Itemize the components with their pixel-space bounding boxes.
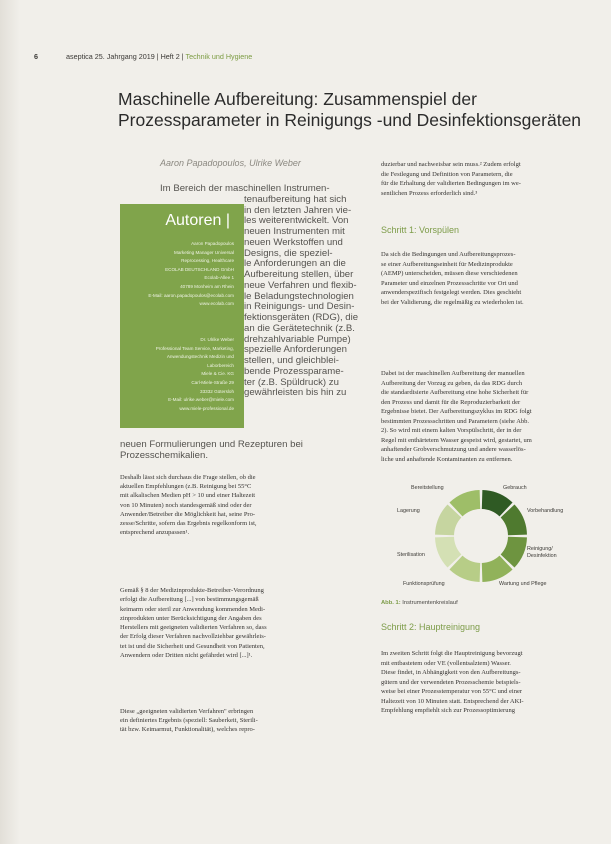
figure-caption-prefix: Abb. 1: xyxy=(381,600,401,606)
lead-line: fektionsgeräten (RDG), die xyxy=(244,312,359,323)
body-line: Im zweiten Schritt folgt die Hauptreinigung bevorzugt xyxy=(381,650,523,657)
body-line: Deshalb lässt sich durchaus die Frage stellen, ob die xyxy=(120,474,256,481)
body-line: Diese findet, in Abhängigkeit von den Aufbereitungs- xyxy=(381,669,521,676)
author-1-website: www.ecolab.com xyxy=(199,301,234,307)
author-1-line: ECOLAB DEUTSCHLAND GmbH xyxy=(165,266,234,272)
author-2-line: Carl-Miele-Straße 29 xyxy=(191,379,234,385)
page-edge-shadow xyxy=(0,0,20,844)
lead-line: Aufbereitung stellen, über xyxy=(244,269,354,280)
running-header xyxy=(34,52,252,61)
body-line: bestimmten Prozessschritten und Parametern (siehe Abb. xyxy=(381,418,530,425)
lead-line: an die Gerätetechnik (z.B. xyxy=(244,323,355,334)
author-2-line: 33332 Gütersloh xyxy=(200,388,234,394)
body-line: 2). So wird mit einem kalten Vorspülschritt, der in der xyxy=(381,427,522,434)
lead-line: Prozesschemikalien. xyxy=(120,450,208,461)
article-title xyxy=(118,89,588,131)
body-line: keimarm oder steril zur Anwendung kommenden Medi- xyxy=(120,606,266,613)
lead-line: gewährleisten bis hin zu xyxy=(244,387,347,398)
body-line: Gemäß § 8 der Medizinprodukte-Betreiber-Verordnung xyxy=(120,587,264,594)
body-line: mit entbastetem oder VE (vollentsalztem) Wasser. xyxy=(381,660,511,667)
instrument-cycle-figure xyxy=(381,480,581,592)
body-line: Anwendern oder Dritten nicht gefährdet wird [...]¹. xyxy=(120,652,253,659)
body-line: se einer Aufbereitungseinheit für Medizinprodukte xyxy=(381,261,513,268)
body-line: zinprodukten unter Berücksichtigung der Angaben des xyxy=(120,615,262,622)
label-gebrauch: Gebrauch xyxy=(503,485,527,491)
author-1-line: Ecolab-Allee 1 xyxy=(204,275,234,281)
author-2-details xyxy=(122,336,234,413)
body-line: gütern und der verwendeten Prozesschemie beispiels- xyxy=(381,679,521,686)
author-1-line: Marketing Manager Universal xyxy=(174,249,234,255)
body-line: erfolgt die Aufbereitung [...] von bestimmungsgemäß xyxy=(120,596,259,603)
title-line-1: Maschinelle Aufbereitung: Zusammenspiel der xyxy=(118,89,477,109)
body-line: (AEMP) unterscheiden, müssen diese verschiedenen xyxy=(381,270,518,277)
step-1-heading: Schritt 1: Vorspülen xyxy=(381,225,460,235)
step-2-heading: Schritt 2: Hauptreinigung xyxy=(381,622,481,632)
journal-info: aseptica 25. Jahrgang 2019 | Heft 2 | xyxy=(66,52,184,61)
label-vorbehandlung: Vorbehandlung xyxy=(527,508,564,514)
body-line: die standardisierte Aufbereitung eine hohe Sicherheit für xyxy=(381,389,529,396)
page-number: 6 xyxy=(34,52,38,61)
lead-line: ter (z.B. Spüldruck) zu xyxy=(244,377,339,388)
body-line: zesse/Schritte, sofern das Ergebnis regelkonform ist, xyxy=(120,520,257,527)
body-line: Aufbereitung der Vorzug zu geben, da das RDG durch xyxy=(381,380,523,387)
lead-line: le Beladungstechnologien xyxy=(244,291,354,302)
author-2-line: Laborbereich xyxy=(207,362,234,368)
lead-line: neue Verfahren und flexib- xyxy=(244,280,357,291)
lead-line: in Reinigungs- und Desin- xyxy=(244,301,355,312)
lead-line: neuen Werkstoffen und xyxy=(244,237,343,248)
body-line: Parameter und einzelnen Prozessschritte vor Ort und xyxy=(381,280,518,287)
author-1-details xyxy=(122,240,234,309)
lead-line: spezielle Anforderungen xyxy=(244,344,347,355)
section-name: Technik und Hygiene xyxy=(185,52,253,61)
author-2-line: Miele & Cie. KG xyxy=(201,371,234,377)
body-line: entsprechend anzupassen¹. xyxy=(120,529,190,536)
article-authors: Aaron Papadopoulos, Ulrike Weber xyxy=(160,158,301,168)
author-1-line: Reprocessing, Healthcare xyxy=(181,258,234,264)
body-line: den Prozess und damit für die Reproduzierbarkeit der xyxy=(381,399,521,406)
body-line: Anwender/Betreiber die Möglichkeit hat, seine Pro- xyxy=(120,511,256,518)
body-line: liche und anhaftende Kontaminanten zu entfernen. xyxy=(381,456,513,463)
lead-line: neuen Instrumenten mit xyxy=(244,226,345,237)
lead-line: tenaufbereitung hat sich xyxy=(244,194,347,205)
body-line: Dabei ist der maschinellen Aufbereitung der manuellen xyxy=(381,370,525,377)
body-line: für die Erhaltung der validierten Bedingungen im we- xyxy=(381,180,521,187)
body-line: duzierbar und nachweisbar sein muss.² Zudem erfolgt xyxy=(381,161,521,168)
body-line: Diese „geeigneten validierten Verfahren" erbringen xyxy=(120,708,254,715)
body-line: der Erfolg dieser Verfahren nachvollziehbar gewährleis- xyxy=(120,633,266,640)
label-wartung-pflege: Wartung und Pflege xyxy=(499,581,547,587)
label-sterilisation: Sterilisation xyxy=(397,552,425,558)
label-funktionspruefung: Funktionsprüfung xyxy=(403,581,445,587)
figure-caption xyxy=(381,600,458,606)
lead-line: neuen Formulierungen und Rezepturen bei xyxy=(120,439,303,450)
body-line: mit alkalischen Medien pH > 10 und einer Haltezeit xyxy=(120,492,256,499)
title-line-2: Prozessparameter in Reinigungs -und Desinfektionsgeräten xyxy=(118,110,582,130)
body-line: Da sich die Bedingungen und Aufbereitungsprozes- xyxy=(381,251,516,258)
lead-line: Designs, die speziel- xyxy=(244,248,333,259)
lead-line: bende Prozessparame- xyxy=(244,366,344,377)
lead-line: le Anforderungen an die xyxy=(244,258,346,269)
body-line: bei der Validierung, die regelmäßig zu wiederholen ist. xyxy=(381,299,524,306)
body-line: Haltezeit von 10 Minuten statt. Entsprechend der AKI- xyxy=(381,698,524,705)
body-line: die Festlegung und Definition von Parametern, die xyxy=(381,171,513,178)
lead-line: Im Bereich der maschinellen Instrumen- xyxy=(160,183,330,194)
author-1-line: 40789 Monheim am Rhein xyxy=(180,283,234,289)
ring-center xyxy=(456,511,506,561)
author-2-line: Anwendungstechnik Medizin und xyxy=(166,354,234,360)
author-2-line: Professional Team Service, Marketing, xyxy=(155,345,234,351)
author-box-heading: Autoren | xyxy=(165,212,230,229)
body-line: anwenderspezifisch festgelegt werden. Dies geschieht xyxy=(381,289,522,296)
author-1-line: Aaron Papadopoulos xyxy=(191,241,234,246)
body-line: anhaftender Grobverschmutzung und andere wasserlös- xyxy=(381,446,526,453)
lead-line: stellen, und gleichblei- xyxy=(244,355,339,366)
lead-line: les weiterentwickelt. Von xyxy=(244,215,349,226)
author-2-line: Dr. Ulrike Weber xyxy=(200,337,234,342)
author-1-email: E-Mail: aaron.papadopoulos@ecolab.com xyxy=(148,292,234,298)
body-line: Regel mit enthärtetem Wasser gespeist wird, gestartet, um xyxy=(381,437,532,444)
lead-line: drehzahlvariable Pumpe) xyxy=(244,334,351,345)
label-reinigung-desinfektion: Reinigung/ Desinfektion xyxy=(527,546,557,559)
body-line: weise bei einer Prozesstemperatur von 55°C und einer xyxy=(381,688,523,695)
label-lagerung: Lagerung xyxy=(397,508,420,514)
body-line: aktuellen Empfehlungen (z.B. Reinigung bei 55°C xyxy=(120,483,252,490)
author-2-website: www.miele-professional.de xyxy=(179,405,234,411)
author-2-email: E-Mail: ulrike.weber@miele.com xyxy=(168,397,234,403)
author-box xyxy=(120,204,244,428)
lead-line: in den letzten Jahren vie- xyxy=(244,205,352,216)
body-line: Herstellers mit geeigneten validierten Verfahren so, dass xyxy=(120,624,267,631)
figure-caption-text: Instrumentenkreislauf xyxy=(402,600,458,606)
label-bereitstellung: Bereitstellung xyxy=(411,485,444,491)
cycle-ring-graphic xyxy=(381,480,581,592)
body-line: von 10 Minuten) noch standesgemäß sind oder der xyxy=(120,502,252,509)
body-line: sentlichen Prozess erforderlich sind.³ xyxy=(381,190,478,197)
body-line: ein definiertes Ergebnis (speziell: Sauberkeit, Sterili- xyxy=(120,717,258,724)
body-line: Ergebnisse bietet. Der Aufbereitungszyklus im RDG folgt xyxy=(381,408,532,415)
body-line: tet ist und die Sicherheit und Gesundheit von Patienten, xyxy=(120,643,265,650)
body-line: Empfehlung empfiehlt sich zur Prozessoptimierung xyxy=(381,707,515,714)
body-line: tät bzw. Keimarmut, Funktionalität), welches repro- xyxy=(120,726,255,733)
